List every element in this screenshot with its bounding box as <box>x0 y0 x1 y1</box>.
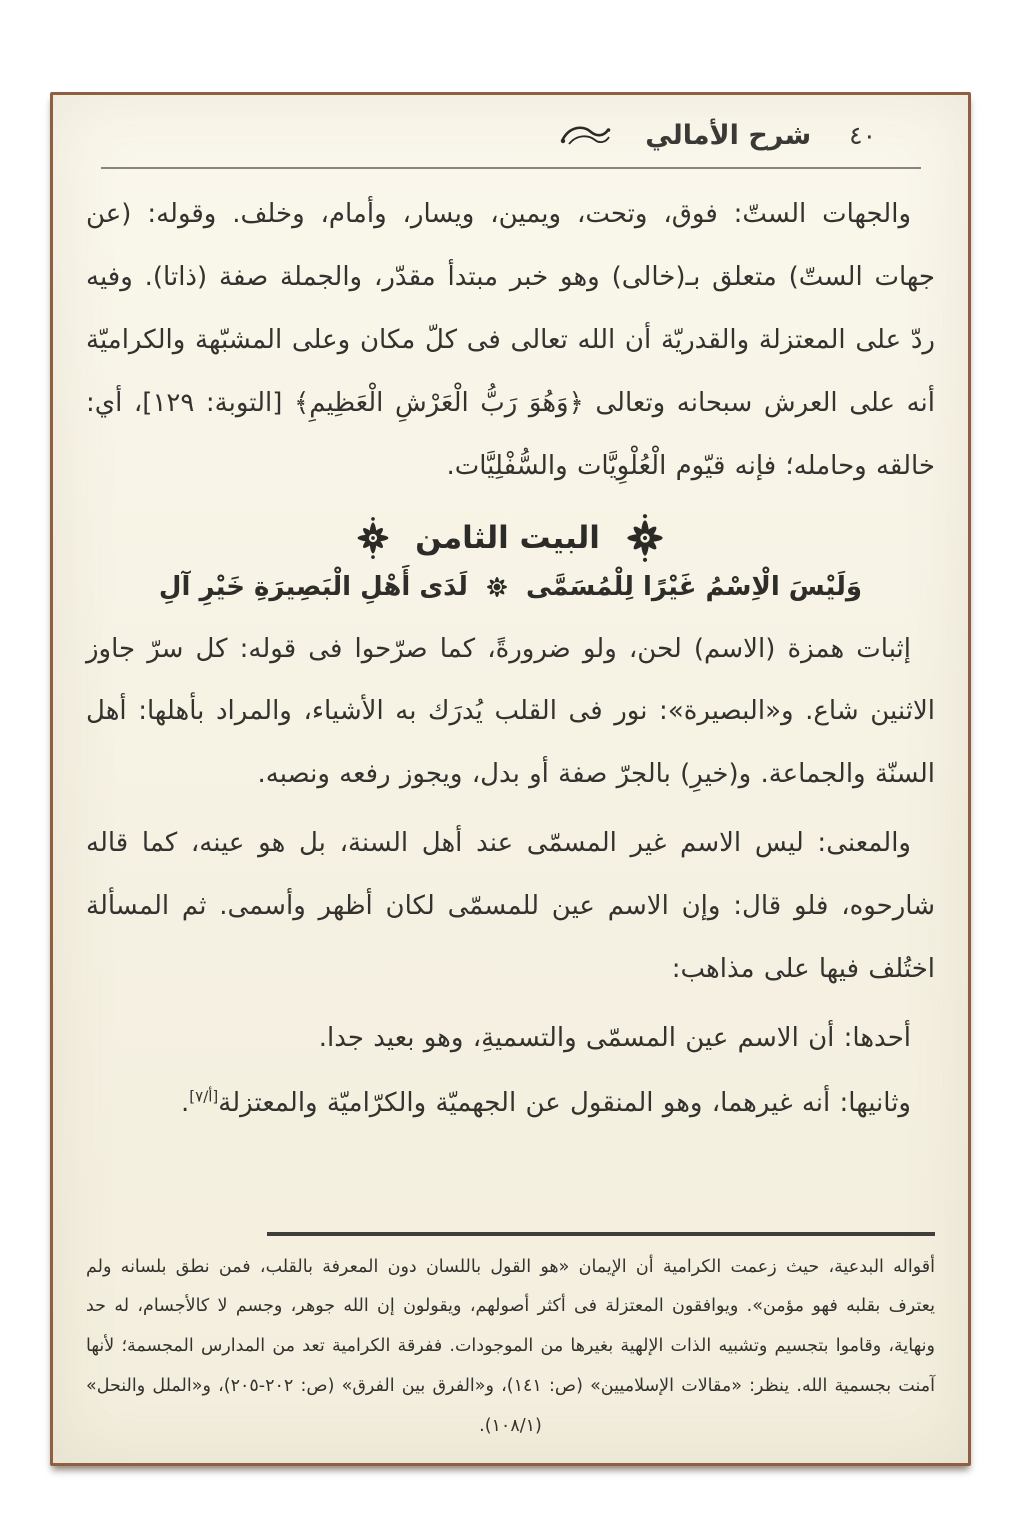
page-body <box>53 169 968 1135</box>
footnote-text: أقواله البدعية، حيث زعمت الكرامية أن الإيمان «هو القول باللسان دون المعرفة بالقلب، فمن نطق بلسانه ولم يعترف بقلبه فهو مؤمن». ويوافقون المعتزلة فى أكثر أصولهم، ويقولون إن الله جوهر، وجسم لا كالأجسام، له حد ونهاية، وقاموا بتجسيم وتشبيه الذات الإلهية بغيرها من الموجودات. ففرقة الكرامية تعد من المدارس المجسمة؛ لأنها آمنت بجسمية الله. ينظر: «مقالات الإسلاميين» (ص: ١٤١)، و«الفرق بين الفرق» (ص: ٢٠٢-٢٠٥)، و«الملل والنحل» (١٠٨/١). <box>86 1256 935 1437</box>
arabesque-ornament-icon <box>353 515 393 561</box>
paragraph-meaning: والمعنى: ليس الاسم غير المسمّى عند أهل السنة، بل هو عينه، كما قاله شارحوه، فلو قال: وإن الاسم عين للمسمّى لكان أظهر وأسمى. ثم المسألة اختُلف فيها على مذاهب: <box>86 828 935 985</box>
verse-line <box>86 572 935 602</box>
paragraph-directions: والجهات الستّ: فوق، وتحت، ويمين، ويسار، وأمام، وخلف. وقوله: (عن جهات الستّ) متعلق بـ(خالى) وهو خبر مبتدأ مقدّر، والجملة صفة (ذاتا). وفيه ردّ على المعتزلة والقدريّة أن الله تعالى فى كلّ مكان وعلى المشبّهة والكراميّة أنه على العرش سبحانه وتعالى ﴿وَهُوَ رَبُّ الْعَرْشِ الْعَظِيمِ﴾ [التوبة: ١٢٩]، أي: خالقه وحامله؛ فإنه قيّوم الْعُلْوِيَّات والسُّفْلِيَّات. <box>86 199 935 481</box>
page-header <box>53 95 968 159</box>
footnote-section <box>53 1232 968 1447</box>
calligraphic-flourish-icon <box>559 122 611 148</box>
second-opinion-text: وثانيها: أنه غيرهما، وهو المنقول عن الجهميّة والكرّاميّة والمعتزلة <box>218 1087 911 1118</box>
section-heading <box>86 512 935 564</box>
verse-first-hemistich: وَلَيْسَ الْاِسْمُ غَيْرًا لِلْمُسَمَّى <box>525 571 863 602</box>
footnote-separator-rule <box>267 1232 935 1236</box>
paragraph-first-opinion: أحدها: أن الاسم عين المسمّى والتسميةِ، وهو بعيد جدا. <box>318 1022 911 1053</box>
paragraph-hamza-note: إثبات همزة (الاسم) لحن، ولو ضرورةً، كما صرّحوا فى قوله: كل سرّ جاوز الاثنين شاع. و«البصيرة»: نور فى القلب يُدرَك به الأشياء، والمراد بأهلها: أهل السنّة والجماعة. و(خيرِ) بالجرّ صفة أو بدل، ويجوز رفعه ونصبه. <box>86 633 935 790</box>
verse-divider-rosette-icon <box>484 574 510 600</box>
arabesque-ornament-icon <box>622 512 668 564</box>
section-heading-label: البيت الثامن <box>415 519 600 556</box>
book-title: شرح الأمالي <box>645 119 812 151</box>
page-number: ٤٠ <box>849 120 876 150</box>
verse-second-hemistich: لَدَى أَهْلِ الْبَصِيرَةِ خَيْرِ آلِ <box>158 571 468 602</box>
book-page-frame <box>50 92 971 1466</box>
paragraph-second-opinion <box>86 1072 935 1135</box>
sentence-period: . <box>181 1087 190 1118</box>
footnote-marker: [أ/٧] <box>189 1087 219 1106</box>
